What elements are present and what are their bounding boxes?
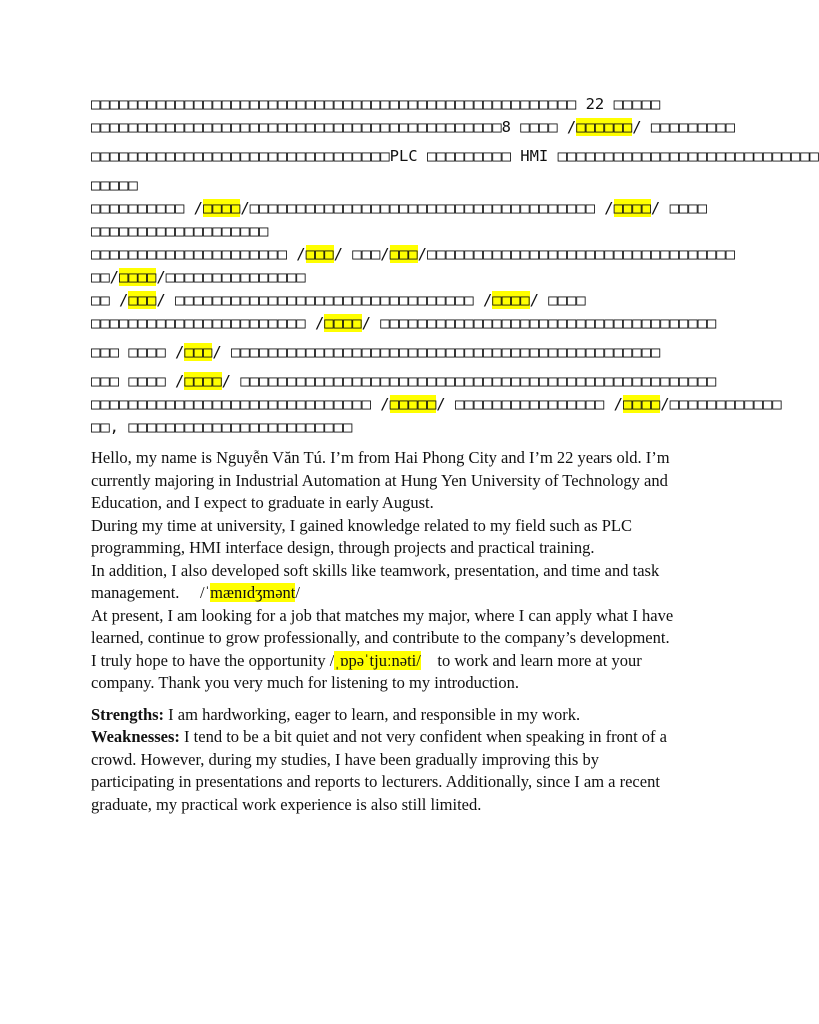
ipa-management: mænɪdʒmənt bbox=[210, 583, 296, 602]
glyph-run: □□□ □□□□ / bbox=[91, 372, 185, 390]
highlighted-glyphs: □□□ bbox=[305, 245, 334, 263]
glyph-run: / □□□□□□□□□□□□□□□□□□□□□□□□□□□□□□□□□□□□ bbox=[361, 314, 717, 332]
intro-paragraph-5-after: to work and learn more at your company. Thank you very much for listening to my introduction. bbox=[91, 650, 642, 692]
glyph-run: □□□□□□□□□□□□□□□□□□□□□□□□□□□□□□□□□□□□□□□□□□□□□□□□□□□□ 22 □□□□□ bbox=[91, 95, 661, 113]
highlighted-glyphs: □□□ bbox=[184, 343, 213, 361]
strengths-label: Strengths: bbox=[91, 704, 165, 724]
glyph-run: / □□□□□□□□□□□□□□□□□□□□□□□□□□□□□□□□□□□□□□□□□□□□□□□□□□□ bbox=[221, 372, 717, 390]
glyph-line bbox=[91, 370, 717, 393]
glyph-run: / □□□□□□□□□□□□□□□□□□□□□□□□□□□□□□□□ / bbox=[156, 291, 493, 309]
glyph-run: /□□□□□□□□□□□□□□□□□□□□□□□□□□□□□□□□□ bbox=[417, 245, 735, 263]
glyph-run: / □□□□ bbox=[650, 199, 707, 217]
glyph-line bbox=[91, 197, 707, 220]
highlighted-glyphs: □□□□ bbox=[492, 291, 530, 309]
glyph-line bbox=[91, 416, 681, 439]
glyph-line bbox=[91, 243, 735, 266]
glyph-line bbox=[91, 220, 681, 243]
glyph-line bbox=[91, 312, 717, 335]
glyph-run: □□□□□□□□□□□□□□□□□□□□□□□□□□□□□□□□PLC □□□□□□□□□ HMI □□□□□□□□□□□□□□□□□□□□□□□□□□□□ bbox=[91, 147, 819, 165]
glyph-run: □□□□□□□□□□ / bbox=[91, 199, 203, 217]
ipa-opportunity: ˌɒpəˈtjuːnəti/ bbox=[334, 650, 421, 670]
ipa-close: / bbox=[295, 583, 300, 602]
glyph-line bbox=[91, 341, 681, 364]
glyph-run: □□□□□□□□□□□□□□□□□□□□□□□ / bbox=[91, 314, 325, 332]
strengths-text: I am hardworking, eager to learn, and responsible in my work. bbox=[168, 704, 581, 724]
intro-paragraph-1: Hello, my name is Nguyễn Văn Tú. I’m from Hai Phong City and I’m 22 years old. I’m currently majoring in Industrial Automation at Hung Yen University of Technology and Education, and I expect to graduate in early August. bbox=[91, 448, 670, 512]
glyph-line bbox=[91, 116, 735, 139]
highlighted-glyphs: □□□ bbox=[389, 245, 418, 263]
highlighted-glyphs: □□□□ bbox=[613, 199, 651, 217]
glyph-line bbox=[91, 174, 681, 197]
highlighted-glyphs: □□□□□ bbox=[389, 395, 437, 413]
glyph-run: /□□□□□□□□□□□□□□□ bbox=[156, 268, 306, 286]
document-content bbox=[91, 93, 819, 816]
glyph-run: □□□□□□□□□□□□□□□□□□□□□□□□□□□□□□□□□□□□□□□□□□□□8 □□□□ / bbox=[91, 118, 577, 136]
glyph-line bbox=[91, 145, 819, 168]
glyph-run: □□/ bbox=[91, 268, 119, 286]
intro-paragraph-3-text: In addition, I also developed soft skills like teamwork, presentation, and time and task management. bbox=[91, 560, 660, 602]
intro-paragraph-5-before: I truly hope to have the opportunity / bbox=[91, 650, 335, 670]
glyph-run: /□□□□□□□□□□□□ bbox=[660, 395, 782, 413]
ipa-open: /ˈ bbox=[200, 583, 211, 602]
highlighted-glyphs: □□□□□□ bbox=[576, 118, 633, 136]
glyph-run: □□□□□ bbox=[91, 176, 138, 194]
glyph-run: / □□□/ bbox=[333, 245, 390, 263]
glyph-run: □□□□□□□□□□□□□□□□□□□□□ / bbox=[91, 245, 306, 263]
glyph-run: /□□□□□□□□□□□□□□□□□□□□□□□□□□□□□□□□□□□□□ / bbox=[240, 199, 614, 217]
glyph-line bbox=[91, 93, 681, 116]
glyph-run: □□□□□□□□□□□□□□□□□□□ bbox=[91, 222, 269, 240]
english-introduction bbox=[91, 447, 681, 816]
intro-paragraph-3 bbox=[91, 560, 681, 605]
glyph-line bbox=[91, 289, 681, 312]
glyph-run: □□□ □□□□ / bbox=[91, 343, 185, 361]
weaknesses-label: Weaknesses: bbox=[91, 727, 180, 746]
glyph-run: □□□□□□□□□□□□□□□□□□□□□□□□□□□□□□ / bbox=[91, 395, 390, 413]
highlighted-glyphs: □□□□ bbox=[202, 199, 241, 217]
glyph-run: / □□□□ bbox=[529, 291, 586, 309]
highlighted-glyphs: □□□□ bbox=[119, 268, 157, 286]
glyph-run: / □□□□□□□□□□□□□□□□ / bbox=[436, 395, 623, 413]
intro-paragraph-2: During my time at university, I gained knowledge related to my field such as PLC programming, HMI interface design, through projects and practical training. bbox=[91, 515, 633, 557]
glyph-line bbox=[91, 393, 782, 416]
weaknesses-text: I tend to be a bit quiet and not very confident when speaking in front of a crowd. However, during my studies, I have been gradually improving this by participating in presentations and reports to lecturers. Additionally, since I am a recent graduate, my practical work experience is also still limited. bbox=[91, 727, 667, 814]
glyph-run: / □□□□□□□□□□□□□□□□□□□□□□□□□□□□□□□□□□□□□□□□□□□□□□ bbox=[212, 343, 661, 361]
intro-paragraph-5 bbox=[91, 650, 681, 695]
glyph-line bbox=[91, 266, 681, 289]
glyph-run: / □□□□□□□□□ bbox=[632, 118, 735, 136]
unrendered-text-block bbox=[91, 93, 819, 439]
highlighted-glyphs: □□□□ bbox=[184, 372, 222, 390]
strengths-paragraph bbox=[91, 704, 681, 727]
highlighted-glyphs: □□□ bbox=[128, 291, 157, 309]
highlighted-glyphs: □□□□ bbox=[324, 314, 362, 332]
highlighted-glyphs: □□□□ bbox=[622, 395, 661, 413]
glyph-run: □□ / bbox=[91, 291, 129, 309]
intro-paragraph-4: At present, I am looking for a job that matches my major, where I can apply what I have learned, continue to grow professionally, and contribute to the company’s development. bbox=[91, 605, 674, 647]
weaknesses-paragraph bbox=[91, 726, 681, 816]
glyph-run: □□, □□□□□□□□□□□□□□□□□□□□□□□□ bbox=[91, 418, 353, 436]
